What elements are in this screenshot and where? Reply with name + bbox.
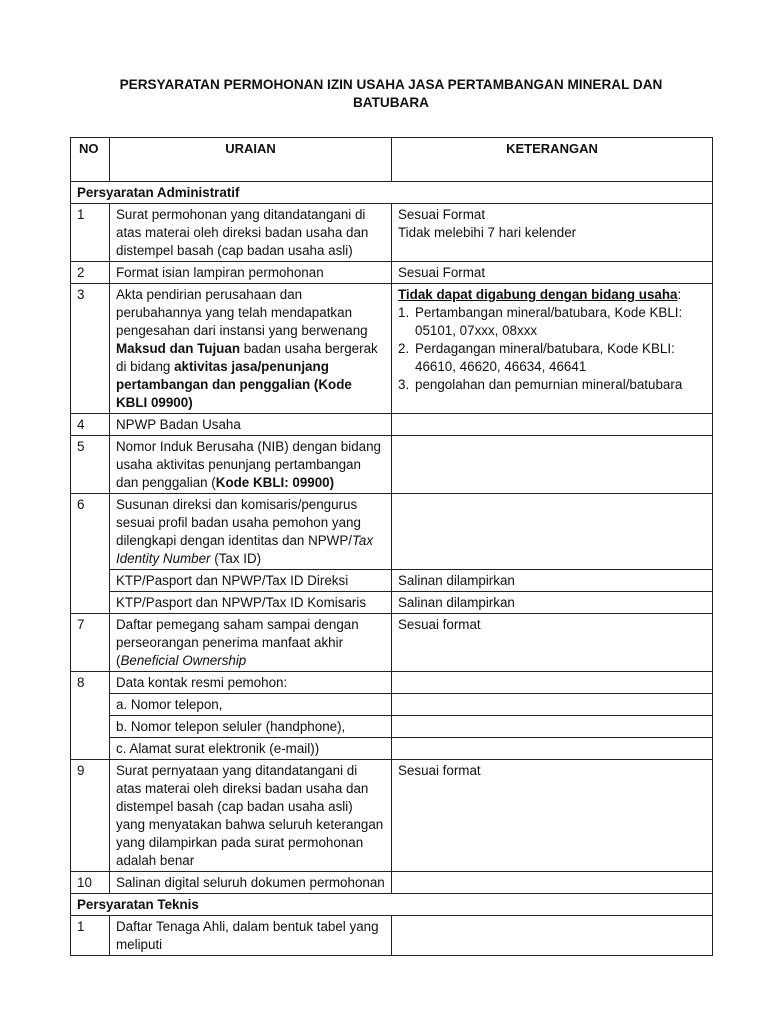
row-number: 6	[71, 494, 110, 614]
header-keterangan: KETERANGAN	[392, 138, 713, 182]
keterangan-heading	[398, 286, 706, 304]
list-item-text: Pertambangan mineral/batubara, Kode KBLI: 05101, 07xxx, 08xxx	[415, 305, 683, 338]
row-uraian: Data kontak resmi pemohon:	[110, 672, 392, 694]
keterangan-line: Sesuai Format	[398, 207, 486, 222]
keterangan-heading-colon: :	[677, 287, 682, 302]
row-uraian: Surat pernyataan yang ditandatangani di atas materai oleh direksi badan usaha dan distempel basah (cap badan usaha asli) yang menyatakan bahwa seluruh keterangan yang dilampirkan pada surat permohonan adalah benar	[110, 760, 392, 872]
row-uraian: Format isian lampiran permohonan	[110, 262, 392, 284]
row-number: 10	[71, 872, 110, 894]
row-uraian	[110, 284, 392, 414]
row-number: 1	[71, 204, 110, 262]
row-number: 8	[71, 672, 110, 760]
uraian-italic: Beneficial Ownership	[120, 653, 247, 668]
header-no: NO	[71, 138, 110, 182]
table-row	[71, 614, 713, 672]
row-number: 4	[71, 414, 110, 436]
table-row	[71, 760, 713, 872]
row-keterangan	[392, 916, 713, 956]
uraian-text: Susunan direksi dan komisaris/pengurus sesuai profil badan usaha pemohon yang dilengkapi dengan identitas dan NPWP/	[116, 497, 361, 548]
table-row	[71, 414, 713, 436]
row-number: 5	[71, 436, 110, 494]
row-uraian: b. Nomor telepon seluler (handphone),	[110, 716, 392, 738]
row-keterangan	[392, 494, 713, 570]
list-item-number: 2.	[398, 341, 410, 356]
row-keterangan	[392, 672, 713, 694]
table-subrow	[71, 570, 713, 592]
row-keterangan	[392, 716, 713, 738]
list-item-text: Perdagangan mineral/batubara, Kode KBLI: 46610, 46620, 46634, 46641	[415, 341, 675, 374]
table-row	[71, 872, 713, 894]
row-keterangan	[392, 284, 713, 414]
row-uraian: KTP/Pasport dan NPWP/Tax ID Komisaris	[110, 592, 392, 614]
row-uraian: KTP/Pasport dan NPWP/Tax ID Direksi	[110, 570, 392, 592]
row-uraian: Surat permohonan yang ditandatangani di atas materai oleh direksi badan usaha dan distempel basah (cap badan usaha asli)	[110, 204, 392, 262]
list-item	[398, 304, 706, 340]
row-number: 2	[71, 262, 110, 284]
header-uraian: URAIAN	[110, 138, 392, 182]
row-keterangan	[392, 872, 713, 894]
row-uraian	[110, 614, 392, 672]
uraian-text: Daftar pemegang saham sampai dengan perseorangan penerima manfaat akhir (	[116, 617, 359, 668]
row-keterangan: Salinan dilampirkan	[392, 570, 713, 592]
row-keterangan: Sesuai format	[392, 760, 713, 872]
row-uraian	[110, 436, 392, 494]
row-number: 9	[71, 760, 110, 872]
table-row	[71, 262, 713, 284]
document-title	[70, 76, 712, 112]
keterangan-heading-text: Tidak dapat digabung dengan bidang usaha	[398, 287, 678, 302]
table-subrow	[71, 716, 713, 738]
uraian-bold: Kode KBLI: 09900)	[215, 475, 335, 490]
row-number: 1	[71, 916, 110, 956]
list-item	[398, 376, 706, 394]
title-line-2: BATUBARA	[352, 95, 429, 110]
table-subrow	[71, 694, 713, 716]
table-row	[71, 204, 713, 262]
list-item-number: 1.	[398, 305, 410, 320]
row-keterangan: Sesuai format	[392, 614, 713, 672]
table-row	[71, 436, 713, 494]
row-uraian	[110, 494, 392, 570]
list-item	[398, 340, 706, 376]
uraian-bold: Maksud dan Tujuan	[116, 341, 240, 356]
uraian-text: badan usaha bergerak di bidang	[116, 341, 378, 374]
row-keterangan	[392, 414, 713, 436]
table-subrow	[71, 592, 713, 614]
list-item-text: pengolahan dan pemurnian mineral/batubara	[415, 377, 683, 392]
section-teknis: Persyaratan Teknis	[71, 894, 713, 916]
row-keterangan	[392, 694, 713, 716]
table-subrow	[71, 738, 713, 760]
row-keterangan	[392, 738, 713, 760]
section-row-teknis	[71, 894, 713, 916]
row-number: 7	[71, 614, 110, 672]
section-administratif: Persyaratan Administratif	[71, 182, 713, 204]
row-keterangan	[392, 204, 713, 262]
row-uraian: Daftar Tenaga Ahli, dalam bentuk tabel yang meliputi	[110, 916, 392, 956]
list-item-number: 3.	[398, 377, 410, 392]
table-row	[71, 672, 713, 694]
row-uraian: NPWP Badan Usaha	[110, 414, 392, 436]
uraian-text: Akta pendirian perusahaan dan perubahannya yang telah mendapatkan pengesahan dari instansi yang berwenang	[116, 287, 368, 338]
uraian-italic: Tax Identity Number	[116, 533, 374, 566]
title-line-1: PERSYARATAN PERMOHONAN IZIN USAHA JASA PERTAMBANGAN MINERAL DAN	[119, 77, 663, 92]
table-row	[71, 916, 713, 956]
row-uraian: c. Alamat surat elektronik (e-mail))	[110, 738, 392, 760]
keterangan-line: Tidak melebihi 7 hari kelender	[398, 225, 577, 240]
uraian-text: Nomor Induk Berusaha (NIB) dengan bidang usaha aktivitas penunjang pertambangan dan penggalian (	[116, 439, 381, 490]
requirements-table	[70, 137, 713, 956]
table-header-row	[71, 138, 713, 182]
row-uraian: Salinan digital seluruh dokumen permohonan	[110, 872, 392, 894]
row-keterangan: Salinan dilampirkan	[392, 592, 713, 614]
table-row	[71, 494, 713, 570]
row-keterangan	[392, 436, 713, 494]
row-keterangan: Sesuai Format	[392, 262, 713, 284]
table-row	[71, 284, 713, 414]
row-uraian: a. Nomor telepon,	[110, 694, 392, 716]
uraian-bold: aktivitas jasa/penunjang pertambangan dan penggalian (Kode KBLI 09900)	[116, 359, 352, 410]
row-number: 3	[71, 284, 110, 414]
kbli-list	[398, 304, 706, 394]
section-row-administratif	[71, 182, 713, 204]
uraian-text: (Tax ID)	[210, 551, 262, 566]
